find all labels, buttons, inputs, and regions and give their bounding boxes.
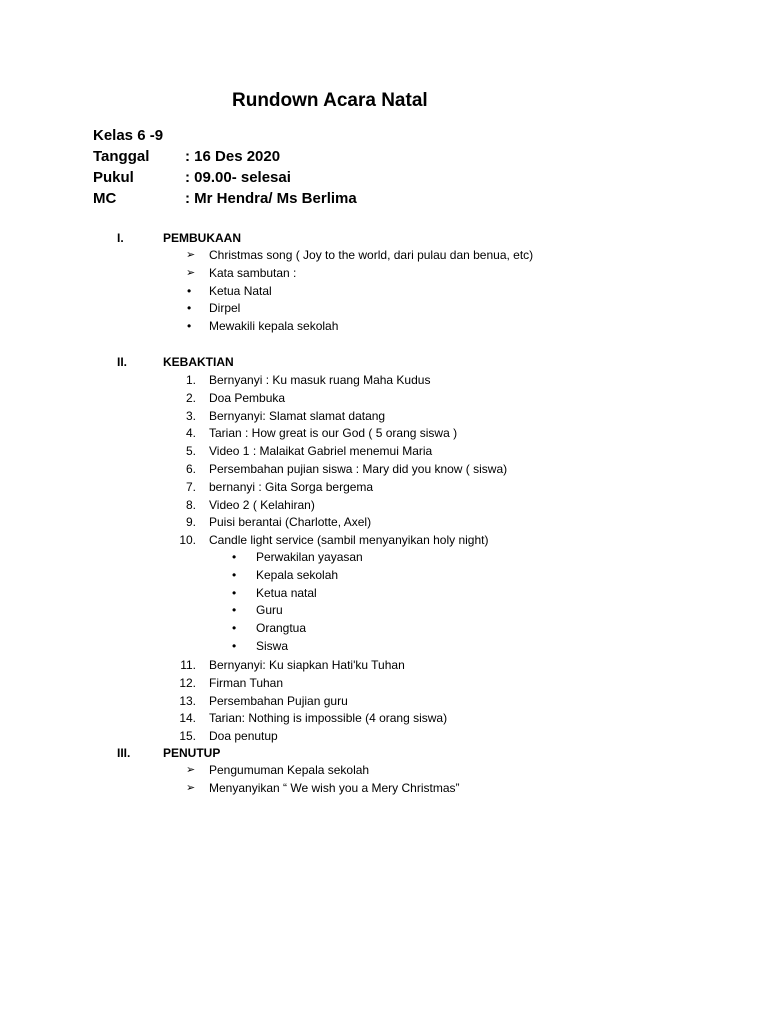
- item-number: 3.: [185, 408, 196, 423]
- bullet-icon: •: [232, 621, 237, 636]
- bullet-icon: •: [187, 301, 192, 316]
- bullet-icon: •: [232, 567, 237, 582]
- page-title: Rundown Acara Natal: [232, 90, 428, 111]
- list-item-text: Pengumuman Kepala sekolah: [209, 763, 370, 777]
- list-item-text: Video 2 ( Kelahiran): [209, 497, 315, 512]
- list-item-text: Bernyanyi : Ku masuk ruang Maha Kudus: [209, 373, 431, 387]
- section-number: I.: [117, 231, 124, 245]
- section-number: III.: [117, 746, 131, 760]
- list-item-text: Tarian: Nothing is impossible (4 orang siswa): [209, 711, 448, 726]
- list-item-text: Candle light service (sambil menyanyikan holy night): [209, 533, 489, 548]
- list-item-text: Guru: [256, 603, 283, 618]
- list-item-text: Firman Tuhan: [209, 675, 284, 690]
- item-number: 5.: [185, 444, 196, 459]
- info-label: Tanggal: [93, 148, 150, 165]
- list-item-text: Mewakili kepala sekolah: [209, 319, 339, 334]
- list-item-text: Bernyanyi: Ku siapkan Hati'ku Tuhan: [209, 658, 405, 672]
- arrow-bullet-icon: ➢: [186, 764, 196, 776]
- section-title: PENUTUP: [163, 746, 221, 760]
- item-number: 2.: [185, 390, 196, 405]
- arrow-bullet-icon: ➢: [186, 781, 196, 794]
- list-item-text: Kepala sekolah: [256, 567, 339, 582]
- info-value: : 16 Des 2020: [185, 148, 281, 165]
- item-number: 12.: [179, 675, 196, 690]
- list-item-text: Perwakilan yayasan: [256, 550, 363, 564]
- section-title: KEBAKTIAN: [163, 355, 234, 369]
- list-item-text: Persembahan pujian siswa : Mary did you know ( siswa): [209, 461, 508, 476]
- item-number: 7.: [185, 479, 196, 494]
- item-number: 11.: [180, 658, 196, 672]
- info-label: Kelas 6 -9: [93, 127, 164, 144]
- list-item-text: Christmas song ( Joy to the world, dari pulau dan benua, etc): [209, 248, 534, 262]
- bullet-icon: •: [232, 603, 237, 618]
- arrow-bullet-icon: ➢: [186, 266, 196, 279]
- info-label: Pukul: [93, 169, 134, 186]
- item-number: 15.: [179, 729, 196, 744]
- list-item-text: Siswa: [256, 638, 289, 653]
- list-item-text: Dirpel: [209, 301, 241, 316]
- item-number: 1.: [185, 373, 196, 387]
- list-item-text: Puisi berantai (Charlotte, Axel): [209, 515, 372, 530]
- list-item-text: Doa Pembuka: [209, 390, 286, 405]
- list-item-text: Ketua natal: [256, 585, 317, 600]
- item-number: 8.: [185, 497, 196, 512]
- item-number: 6.: [185, 461, 196, 476]
- list-item-text: Menyanyikan “ We wish you a Mery Christmas”: [209, 780, 460, 795]
- bullet-icon: •: [187, 283, 192, 298]
- list-item-text: Orangtua: [256, 621, 307, 636]
- item-number: 9.: [185, 515, 196, 530]
- bullet-icon: •: [232, 585, 237, 600]
- info-value: : Mr Hendra/ Ms Berlima: [185, 190, 357, 207]
- item-number: 4.: [185, 426, 196, 441]
- list-item-text: Ketua Natal: [209, 283, 272, 298]
- section-number: II.: [117, 355, 128, 369]
- arrow-bullet-icon: ➢: [186, 249, 196, 261]
- section-title: PEMBUKAAN: [163, 231, 241, 245]
- list-item-text: Bernyanyi: Slamat slamat datang: [209, 408, 386, 423]
- list-item-text: bernanyi : Gita Sorga bergema: [209, 479, 374, 494]
- list-item-text: Doa penutup: [209, 729, 278, 744]
- list-item-text: Kata sambutan :: [209, 265, 297, 280]
- list-item-text: Tarian : How great is our God ( 5 orang siswa ): [209, 426, 458, 441]
- bullet-icon: •: [232, 638, 237, 653]
- item-number: 10.: [179, 533, 196, 548]
- item-number: 13.: [179, 693, 196, 708]
- item-number: 14.: [179, 711, 196, 726]
- bullet-icon: •: [232, 550, 237, 564]
- list-item-text: Video 1 : Malaikat Gabriel menemui Maria: [209, 444, 433, 459]
- info-value: : 09.00- selesai: [185, 169, 291, 186]
- bullet-icon: •: [187, 319, 192, 334]
- list-item-text: Persembahan Pujian guru: [209, 693, 348, 708]
- info-label: MC: [93, 190, 117, 207]
